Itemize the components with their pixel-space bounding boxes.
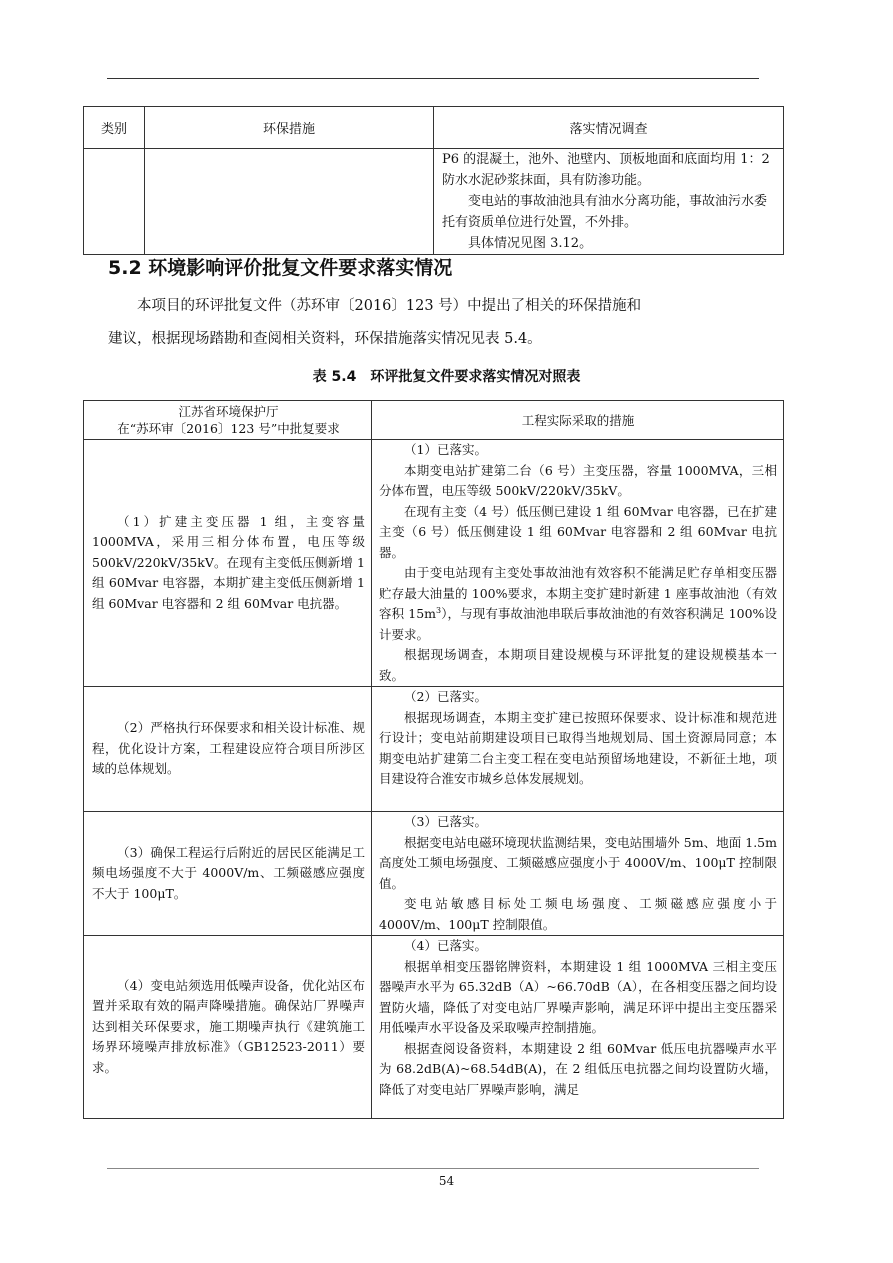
measure-line: 根据现场调查，本期项目建设规模与环评批复的建设规模基本一致。 [379, 647, 777, 683]
cell-findings [434, 149, 784, 255]
measures-cell [372, 936, 784, 1119]
measure-line: 本期变电站扩建第二台（6 号）主变压器，容量 1000MVA，三相分体布置，电压等级 500kV/220kV/35kV。 [379, 462, 777, 498]
column-header-measure: 环保措施 [145, 107, 434, 149]
approval-comparison-table [83, 400, 784, 1119]
measure-line: 根据单相变压器铭牌资料，本期建设 1 组 1000MVA 三相主变压器噪声水平为 65.32dB（A）~66.70dB（A），在各相变压器之间均设置防火墙，降低了对变电站厂界噪声影响，满足环评中提出主变压器采用低噪声水平设备及采取噪声控制措施。 [379, 958, 777, 1035]
footer-rule [107, 1168, 759, 1169]
measure-line: 变电站敏感目标处工频电场强度、工频磁感应强度小于 4000V/m、100μT 控制限值。 [379, 896, 777, 932]
measure-line-part: 由于变电站现有主变处事故油池有效容积不能满足贮存单相变压器贮存最大油量的 100%要求，本期主变扩建时新建 1 座事故油池（有效容积 15m [379, 565, 777, 621]
measures-cell [372, 440, 784, 687]
cell-measure [145, 149, 434, 255]
requirement-cell [84, 812, 372, 936]
measure-line [379, 563, 777, 645]
measure-line: 在现有主变（4 号）低压侧已建设 1 组 60Mvar 电容器，已在扩建主变（6 号）低压侧建设 1 组 60Mvar 电容器和 2 组 60Mvar 电抗器。 [379, 503, 777, 560]
measure-line: （2）已落实。 [404, 689, 487, 704]
requirement-text: （2）严格执行环保要求和相关设计标准、规程，优化设计方案，工程建设应符合项目所涉区域的总体规划。 [92, 720, 365, 777]
header-rule [107, 78, 759, 79]
table-caption: 表 5.4 环评批复文件要求落实情况对照表 [312, 369, 581, 385]
requirement-text: （3）确保工程运行后附近的居民区能满足工频电场强度不大于 4000V/m、工频磁感应强度不大于 100μT。 [92, 844, 365, 901]
measure-line: （3）已落实。 [404, 814, 487, 829]
section-paragraph-line2: 建议，根据现场踏勘和查阅相关资料，环保措施落实情况见表 5.4。 [108, 331, 542, 347]
measures-cell [372, 687, 784, 812]
column-header-findings: 落实情况调查 [434, 107, 784, 149]
requirement-cell [84, 687, 372, 812]
continued-table [83, 106, 784, 255]
header-measures [372, 401, 784, 440]
header-requirement-line1: 江苏省环境保护厅 [178, 404, 279, 419]
table-row [84, 812, 784, 936]
findings-line: 变电站的事故油池具有油水分离功能，事故油污水委托有资质单位进行处置，不外排。 [442, 194, 768, 230]
header-requirement-line2: 在“苏环审〔2016〕123 号”中批复要求 [117, 421, 340, 436]
header-requirement [84, 401, 372, 440]
measure-line: 根据变电站电磁环境现状监测结果，变电站围墙外 5m、地面 1.5m 高度处工频电场强度、工频磁感应强度小于 4000V/m、100μT 控制限值。 [379, 834, 777, 891]
measure-line: （1）已落实。 [404, 442, 487, 457]
requirement-cell [84, 440, 372, 687]
requirement-text: （1）扩建主变压器 1 组，主变容量 1000MVA，采用三相分体布置，电压等级 500kV/220kV/35kV。在现有主变低压侧新增 1 组 60Mvar 电容器，本期扩建主变低压侧新增 1 组 60Mvar 电容器和 2 组 60Mvar 电抗器。 [92, 513, 365, 611]
table-row [84, 687, 784, 812]
cell-category [84, 149, 145, 255]
table-row [84, 440, 784, 687]
page-number: 54 [438, 1174, 455, 1188]
measure-line: 根据查阅设备资料，本期建设 2 组 60Mvar 低压电抗器噪声水平为 68.2dB(A)~68.54dB(A)，在 2 组低压电抗器之间均设置防火墙，降低了对变电站厂界噪声影响，满足 [379, 1040, 777, 1097]
measures-cell [372, 812, 784, 936]
column-header-category: 类别 [84, 107, 145, 149]
findings-line: P6 的混凝土，池外、池壁内、顶板地面和底面均用 1：2 防水水泥砂浆抹面，具有防渗功能。 [442, 152, 770, 188]
findings-line: 具体情况见图 3.12。 [468, 236, 593, 251]
table-row [84, 936, 784, 1119]
section-paragraph-line1: 本项目的环评批复文件（苏环审〔2016〕123 号）中提出了相关的环保措施和 [137, 298, 642, 314]
header-measures-text: 工程实际采取的措施 [521, 412, 635, 428]
measure-line: 根据现场调查，本期主变扩建已按照环保要求、设计标准和规范进行设计；变电站前期建设项目已取得当地规划局、国土资源局同意；本期变电站扩建第二台主变工程在变电站预留场地建设，不新征土地，项目建设符合淮安市城乡总体发展规划。 [379, 709, 777, 786]
requirement-cell [84, 936, 372, 1119]
superscript: 3 [436, 605, 442, 615]
requirement-text: （4）变电站须选用低噪声设备，优化站区布置并采取有效的隔声降噪措施。确保站厂界噪声达到相关环保要求，施工期噪声执行《建筑施工场界环境噪声排放标准》（GB12523-2011）要求。 [92, 977, 365, 1075]
measure-line: （4）已落实。 [404, 938, 487, 953]
section-title: 5.2 环境影响评价批复文件要求落实情况 [108, 257, 453, 279]
measure-line-part: ），与现有事故油池串联后事故油池的有效容积满足 100%设计要求。 [379, 606, 777, 642]
